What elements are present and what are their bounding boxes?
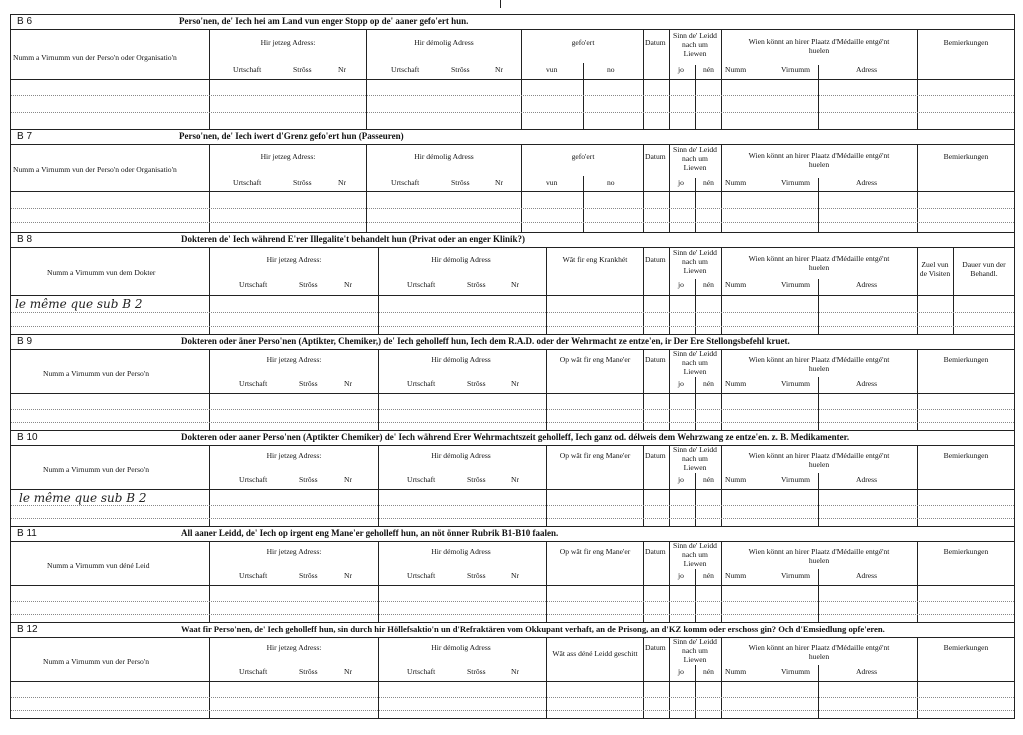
name-org-header: Numm a Virnumm vun der Perso'n oder Organisatio'n [13,165,177,174]
locality-header: Urtschaft [407,475,436,484]
no-header: nén [703,280,714,289]
street-header: Strôss [299,571,318,580]
street-header: Strôss [299,280,318,289]
duration-header: Dauer vun der Behandl. [962,260,1006,278]
medal-header: Wien könnt an hirer Plaatz d'Médaille entgé'nt huelen [748,547,890,565]
current-address-header: Hir jetzeg Adress: [266,355,322,364]
section-code: B 7 [17,131,33,142]
fled-header: gefo'ert [571,152,595,161]
virnumm-header: Virnumm [781,178,811,187]
nr-header: Nr [344,667,353,676]
bottom-rule [10,718,1015,719]
no-header: nén [703,571,714,580]
date-header: Datum [645,255,666,264]
street-header: Strôss [299,475,318,484]
virnumm-header: Virnumm [781,379,811,388]
section-code: B 9 [17,336,33,347]
name-person-header: Numm a Virnumm vun der Perso'n [43,369,150,378]
section-b8 [10,232,1015,334]
top-tick [500,0,501,8]
virnumm-header: Virnumm [781,667,811,676]
no-header: nén [703,475,714,484]
locality-header: Urtschaft [233,65,262,74]
locality-header: Urtschaft [407,667,436,676]
virnumm-header: Virnumm [781,475,811,484]
nr-header: Nr [344,571,353,580]
section-b10 [10,430,1015,526]
illness-header: Wât fir eng Krankhét [562,255,628,264]
section-b12 [10,622,1015,718]
medal-header: Wien könnt an hirer Plaatz d'Médaille entgé'nt huelen [748,451,890,469]
nr-header: Nr [344,379,353,388]
street-header: Strôss [467,571,486,580]
nr-header: Nr [511,571,520,580]
alive-header: Sinn de' Leidd nach um Liewen [673,349,717,376]
alive-header: Sinn de' Leidd nach um Liewen [673,248,717,275]
locality-header: Urtschaft [407,379,436,388]
visits-header: Zuel vun de Visiten [919,260,951,278]
alive-header: Sinn de' Leidd nach um Liewen [673,31,717,58]
to-header: no [607,178,615,187]
nr-header: Nr [338,65,347,74]
former-address-header: Hir démolig Adress [431,547,491,556]
street-header: Strôss [299,667,318,676]
numm-header: Numm [725,178,747,187]
section-bar [11,15,1014,30]
street-header: Strôss [299,379,318,388]
section-code: B 6 [17,16,33,27]
alive-header: Sinn de' Leidd nach um Liewen [673,541,717,568]
section-b11 [10,526,1015,622]
section-title: Dokteren oder äner Perso'nen (Aptikter, Chemiker,) de' Iech geholleff hun, Iech dem R.A.D. oder der Wehrmacht ze entze'en, ir Der Ere Stellongsbefehl kruet. [181,336,790,346]
name-leid-header: Numm a Virnumm vun déné Leid [47,561,150,570]
date-header: Datum [645,38,666,47]
to-header: no [607,65,615,74]
adress-header: Adress [856,280,878,289]
virnumm-header: Virnumm [781,280,811,289]
street-header: Strôss [467,379,486,388]
current-address-header: Hir jetzeg Adress: [266,451,322,460]
current-address-header: Hir jetzeg Adress: [260,152,316,161]
adress-header: Adress [856,178,878,187]
manner-header: Op wât fir eng Mane'er [559,451,631,460]
nr-header: Nr [511,475,520,484]
from-header: vun [546,178,558,187]
no-header: nén [703,65,714,74]
current-address-header: Hir jetzeg Adress: [260,38,316,47]
medal-header: Wien könnt an hirer Plaatz d'Médaille entgé'nt huelen [748,151,890,169]
section-title: All aaner Leidd, de' Iech op irgent eng Mane'er geholleff hun, an nöt önner Rubrik B1-B10 faalen. [181,528,559,538]
section-b7 [10,129,1015,232]
medal-header: Wien könnt an hirer Plaatz d'Médaille entgé'nt huelen [748,37,890,55]
street-header: Strôss [467,475,486,484]
remarks-header: Bemierkungen [943,547,989,556]
alive-header: Sinn de' Leidd nach um Liewen [673,637,717,664]
handwritten-entry: le même que sub B 2 [15,297,143,311]
section-code: B 8 [17,234,33,245]
current-address-header: Hir jetzeg Adress: [266,547,322,556]
nr-header: Nr [495,65,504,74]
remarks-header: Bemierkungen [943,38,989,47]
alive-header: Sinn de' Leidd nach um Liewen [673,445,717,472]
nr-header: Nr [511,667,520,676]
section-code: B 12 [17,624,38,635]
fled-header: gefo'ert [571,38,595,47]
nr-header: Nr [511,280,520,289]
virnumm-header: Virnumm [781,65,811,74]
locality-header: Urtschaft [407,571,436,580]
adress-header: Adress [856,667,878,676]
numm-header: Numm [725,475,747,484]
numm-header: Numm [725,280,747,289]
medal-header: Wien könnt an hirer Plaatz d'Médaille entgé'nt huelen [748,643,890,661]
locality-header: Urtschaft [407,280,436,289]
former-address-header: Hir démolig Adress [414,38,474,47]
numm-header: Numm [725,667,747,676]
street-header: Strôss [467,280,486,289]
no-header: nén [703,379,714,388]
street-header: Strôss [451,178,470,187]
nr-header: Nr [344,280,353,289]
yes-header: jo [678,178,684,187]
adress-header: Adress [856,65,878,74]
nr-header: Nr [344,475,353,484]
no-header: nén [703,667,714,676]
adress-header: Adress [856,571,878,580]
yes-header: jo [678,379,684,388]
street-header: Strôss [451,65,470,74]
section-title: Waat fir Perso'nen, de' Iech geholleff hun, sin durch hir Höllefsaktio'n un d'Refraktären vom Okkupant verhaft, an de Prisong, an d'KZ komm oder erschoss gin? Och d'Emsiedlung opfe'eren. [181,624,885,634]
locality-header: Urtschaft [233,178,262,187]
nr-header: Nr [338,178,347,187]
locality-header: Urtschaft [239,475,268,484]
name-doctor-header: Numm a Virnumm vun dem Dokter [47,268,156,277]
medal-header: Wien könnt an hirer Plaatz d'Médaille entgé'nt huelen [748,254,890,272]
what-happened-header: Wât ass déné Leidd geschitt [552,649,638,658]
section-b6 [10,14,1015,129]
former-address-header: Hir démolig Adress [431,451,491,460]
former-address-header: Hir démolig Adress [431,355,491,364]
former-address-header: Hir démolig Adress [431,643,491,652]
section-bar [11,130,1014,145]
date-header: Datum [645,547,666,556]
remarks-header: Bemierkungen [943,152,989,161]
manner-header: Op wât fir eng Mane'er [559,547,631,556]
no-header: nén [703,178,714,187]
section-title: Perso'nen, de' Iech hei am Land vun enger Stopp op de' aaner gefo'ert hun. [179,16,469,26]
locality-header: Urtschaft [391,65,420,74]
remarks-header: Bemierkungen [943,355,989,364]
locality-header: Urtschaft [391,178,420,187]
numm-header: Numm [725,65,747,74]
yes-header: jo [678,667,684,676]
locality-header: Urtschaft [239,379,268,388]
section-code: B 10 [17,432,38,443]
name-org-header: Numm a Virnumm vun der Perso'n oder Organisatio'n [13,53,177,62]
numm-header: Numm [725,379,747,388]
date-header: Datum [645,152,666,161]
from-header: vun [546,65,558,74]
virnumm-header: Virnumm [781,571,811,580]
street-header: Strôss [293,178,312,187]
yes-header: jo [678,475,684,484]
nr-header: Nr [511,379,520,388]
former-address-header: Hir démolig Adress [414,152,474,161]
current-address-header: Hir jetzeg Adress: [266,255,322,264]
numm-header: Numm [725,571,747,580]
section-title: Dokteren oder aaner Perso'nen (Aptikter Chemiker) de' Iech während Erer Wehrmachtszeit geholleff, Iech ganz od. délweis dem Wehrzwang ze entze'en. z. B. Medikamenter. [181,432,850,442]
medal-header: Wien könnt an hirer Plaatz d'Médaille entgé'nt huelen [748,355,890,373]
locality-header: Urtschaft [239,667,268,676]
name-person-header: Numm a Virnumm vun der Perso'n [43,465,150,474]
remarks-header: Bemierkungen [943,451,989,460]
yes-header: jo [678,65,684,74]
street-header: Strôss [293,65,312,74]
current-address-header: Hir jetzeg Adress: [266,643,322,652]
former-address-header: Hir démolig Adress [431,255,491,264]
section-title: Dokteren de' Iech während E'rer Illegalite't behandelt hun (Privat oder an enger Klinik?) [181,234,526,244]
section-b9 [10,334,1015,430]
locality-header: Urtschaft [239,280,268,289]
remarks-header: Bemierkungen [943,643,989,652]
date-header: Datum [645,355,666,364]
adress-header: Adress [856,379,878,388]
section-title: Perso'nen, de' Iech iwert d'Grenz gefo'ert hun (Passeuren) [179,131,404,141]
section-code: B 11 [17,528,37,539]
locality-header: Urtschaft [239,571,268,580]
manner-header: Op wât fir eng Mane'er [559,355,631,364]
adress-header: Adress [856,475,878,484]
handwritten-entry: le même que sub B 2 [19,491,147,505]
name-person-header: Numm a Virnumm vun der Perso'n [43,657,150,666]
yes-header: jo [678,280,684,289]
date-header: Datum [645,643,666,652]
date-header: Datum [645,451,666,460]
nr-header: Nr [495,178,504,187]
yes-header: jo [678,571,684,580]
alive-header: Sinn de' Leidd nach um Liewen [673,145,717,172]
street-header: Strôss [467,667,486,676]
